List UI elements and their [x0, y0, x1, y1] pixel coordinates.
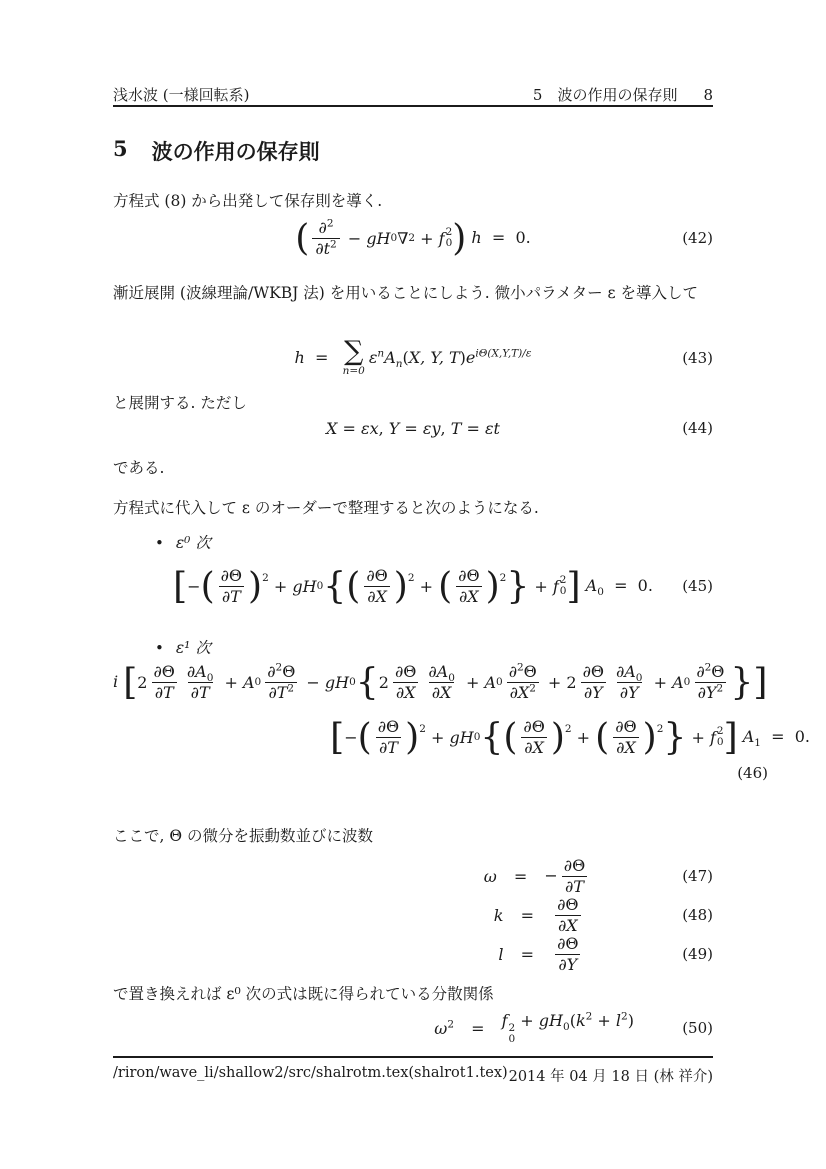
equation-46-line1 [113, 653, 768, 711]
footer-file-path: /riron/wave_li/shallow2/src/shalrotm.tex(shalrot1.tex) [113, 1065, 508, 1081]
section-title: 波の作用の保存則 [151, 139, 320, 164]
equation-45-body: [ − ( ∂Θ ∂T ) $^2$ + gH 0 { ( ∂Θ ∂X ) $^2$ + ( ∂Θ ∂X ) $^2$ } + f 2 0 ] $A_0 = 0$. [173, 564, 653, 607]
equation-48-lhs: k [493, 905, 504, 925]
bullet-icon: • [155, 639, 164, 657]
equation-49-rhs: $\frac{\partial\Theta}{\partial Y}$ [557, 933, 579, 974]
section-heading [113, 136, 320, 166]
equation-49-lhs: l [498, 944, 504, 964]
equation-43 [113, 327, 713, 389]
equation-50-lhs: $\omega^2$ [434, 1018, 455, 1038]
footer-date-author: 2014 年 04 月 18 日 (林 祥介) [508, 1069, 713, 1085]
footer-rule [113, 1056, 713, 1058]
equation-46-line2-body: [ − ( ∂Θ ∂T ) $^2$ + gH 0 { ( ∂Θ ∂X ) $^2$ + ( ∂Θ ∂X ) $^2$ } + f 2 0 ] $A_1 = 0$. [330, 715, 810, 758]
equation-50-equals: = [471, 1018, 485, 1038]
equation-45-number: (45) [682, 577, 713, 595]
equation-42 [113, 208, 713, 268]
bullet-icon: • [155, 534, 164, 552]
equation-43-number: (43) [682, 349, 713, 367]
equation-49-body [242, 934, 585, 975]
equation-48-number: (48) [682, 906, 713, 924]
header-left-title: 浅水波 (一様回転系) [113, 86, 250, 104]
header-section-title: 5 波の作用の保存則 [532, 86, 678, 104]
equation-43-body: h = ∑ n=0 $\varepsilon^nA_n(X$, Y, $T)e^{i\Theta(X,Y,T)/\varepsilon}$ [294, 335, 532, 377]
bullet-label-eps0: ε⁰ 次 [175, 534, 211, 552]
equation-47-number: (47) [682, 867, 713, 885]
paragraph-7: で置き換えれば ε⁰ 次の式は既に得られている分散関係 [113, 985, 494, 1003]
equation-49-equals: = [520, 944, 534, 964]
paragraph-6: ここで, Θ の微分を振動数並びに波数 [113, 827, 373, 845]
equation-44-body: X = εx, Y = εy, T = εt [326, 418, 500, 438]
equation-45 [113, 550, 713, 622]
equation-47-lhs: ω [483, 866, 497, 886]
equation-50 [113, 1010, 713, 1045]
paragraph-4: である. [113, 459, 165, 477]
equation-44 [113, 414, 713, 442]
page-header [113, 84, 713, 105]
equation-44-number: (44) [682, 419, 713, 437]
equation-50-number: (50) [682, 1019, 713, 1037]
equation-48-rhs: $\frac{\partial\Theta}{\partial X}$ [551, 895, 584, 936]
equation-48-body [242, 895, 585, 936]
header-page-number: 8 [703, 86, 713, 104]
equation-47-rhs: − $\frac{\partial\Theta}{\partial T}$ [544, 855, 586, 896]
paragraph-5: 方程式に代入して ε のオーダーで整理すると次のようになる. [113, 499, 539, 517]
equation-48 [113, 894, 713, 936]
bullet-label-eps1: ε¹ 次 [175, 639, 211, 657]
equation-50-body [192, 1011, 634, 1045]
page-footer [113, 1065, 713, 1086]
equation-46-line2 [113, 707, 810, 767]
equation-47-equals: = [513, 866, 528, 886]
equation-49 [113, 932, 713, 976]
equation-46-line1-body: i [ 2 ∂Θ ∂T $\partial A_0$ ∂T + A 0 ∂$^2$Θ $\partial T^2$ − gH 0 { 2 ∂Θ ∂X $\partial A_0$ ∂X + A 0 ∂$^2$Θ $\partial X^2$ + 2 ∂Θ ∂Y $\partial A_0$ ∂Y + A 0 ∂$^2$Θ $\partial Y^2$ } ] [113, 660, 768, 703]
equation-47-body [235, 856, 591, 897]
paragraph-3: と展開する. ただし [113, 394, 247, 412]
section-number: 5 [113, 136, 128, 161]
header-right [533, 84, 713, 105]
equation-49-number: (49) [682, 945, 713, 963]
equation-47 [113, 853, 713, 899]
equation-50-rhs: f 2 0 + $gH_0(k^2 + l^2)$ [501, 1010, 634, 1045]
equation-42-body: ( ∂$^2$ $\partial t^2$ − gH 0 ∇ 2 + f 2 0 ) h = 0. [295, 216, 531, 259]
header-rule [113, 105, 713, 107]
equation-48-equals: = [520, 905, 534, 925]
equation-46-number: (46) [737, 764, 768, 782]
equation-42-number: (42) [682, 229, 713, 247]
paragraph-2: 漸近展開 (波線理論/WKBJ 法) を用いることにしよう. 微小パラメター ε を導入して [113, 284, 698, 302]
paragraph-1: 方程式 (8) から出発して保存則を導く. [113, 192, 383, 210]
